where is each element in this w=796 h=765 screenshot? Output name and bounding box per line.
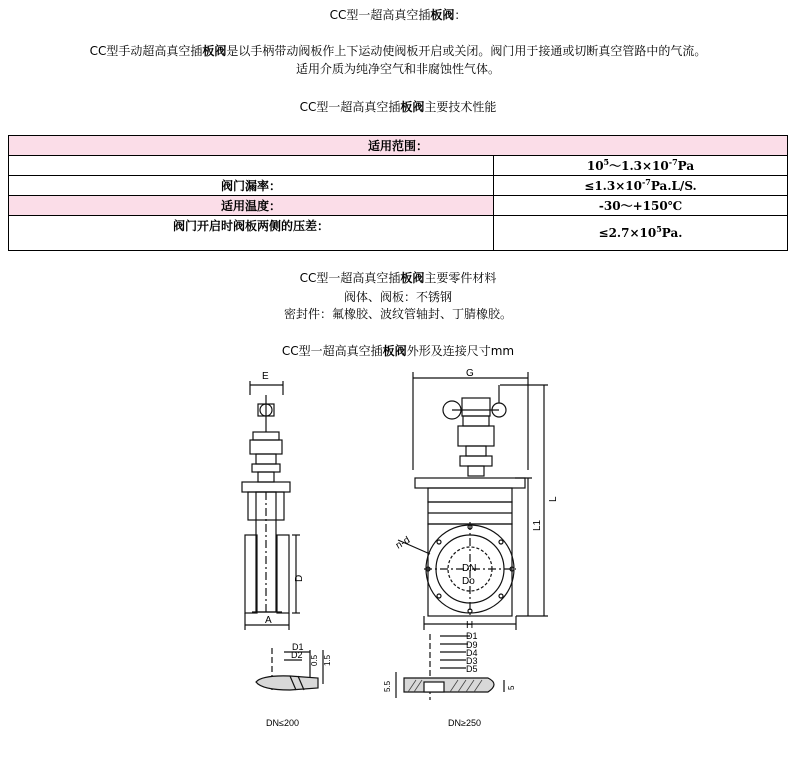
caption-dn-ge-250: DN≥250 <box>448 718 481 728</box>
dim-label-do: Do <box>462 576 475 587</box>
pressure-diff-value: $\le 2.7\times 10^5Pa$. <box>494 216 788 251</box>
materials-line-2: 密封件：氟橡胶、波纹管轴封、丁腈橡胶。 <box>283 307 512 321</box>
dim-label-g: G <box>466 368 474 379</box>
materials-title: CC型一超高真空插板阀主要零件材料 <box>299 271 497 285</box>
detail-label-d2: D2 <box>291 650 303 660</box>
table-row <box>9 196 788 216</box>
detail-label-0-5: 0.5 <box>310 654 319 666</box>
detail-label-d4: D4 <box>466 648 478 658</box>
intro-line-2: 适用介质为纯净空气和非腐蚀性气体。 <box>295 62 500 76</box>
detail-label-1-5: 1.5 <box>323 654 332 666</box>
detail-label-d9: D9 <box>466 640 478 650</box>
table-header: 适用范围： <box>9 136 788 156</box>
materials-line-1: 阀体、阀板：不锈钢 <box>343 290 452 304</box>
table-row <box>9 156 788 176</box>
table-row-label: 适用温度： <box>9 196 494 216</box>
dim-label-e: E <box>262 371 269 382</box>
detail-label-5-5: 5.5 <box>383 680 392 692</box>
leak-rate-value: $\le 1.3\times 10^{-7}Pa.L/S$. <box>494 176 788 196</box>
table-row-label: 阀门漏率： <box>9 176 494 196</box>
dim-label-a: A <box>265 615 272 626</box>
dim-label-nd: n-d <box>394 534 413 552</box>
pressure-range-value: $10^5\sim 1.3\times 10^{-7}Pa$ <box>494 156 788 176</box>
dim-label-l: L <box>548 496 559 502</box>
spec-title: CC型一超高真空插板阀主要技术性能 <box>299 100 497 114</box>
detail-label-d1: D1 <box>292 642 304 652</box>
dim-label-h: H <box>466 620 474 631</box>
table-header-row <box>9 136 788 156</box>
dim-label-l1: L1 <box>532 519 543 531</box>
table-row-label: 阀门开启时阀板两侧的压差： <box>9 216 494 251</box>
page-title: CC型一超高真空插板阀： <box>329 8 467 22</box>
caption-dn-le-200: DN≤200 <box>266 718 299 728</box>
detail-label-d3: D3 <box>466 656 478 666</box>
detail-label-d1-right: D1 <box>466 631 478 641</box>
table-row <box>9 216 788 251</box>
table-row-label <box>9 156 494 176</box>
intro-line-1: CC型手动超高真空插板阀是以手柄带动阀板作上下运动使阀板开启或关闭。阀门用于接通或切断真空管路中的气流。 <box>89 44 707 58</box>
drawing-title: CC型一超高真空插板阀外形及连接尺寸mm <box>281 344 515 358</box>
detail-label-5: 5 <box>507 685 516 690</box>
temperature-value: -30～+150℃ <box>494 196 788 216</box>
table-row <box>9 176 788 196</box>
valve-technical-drawing <box>0 360 796 765</box>
dim-label-dn: DN <box>462 563 477 574</box>
detail-label-d5: D5 <box>466 664 478 674</box>
dim-label-d: D <box>294 574 305 582</box>
spec-table <box>8 135 788 251</box>
